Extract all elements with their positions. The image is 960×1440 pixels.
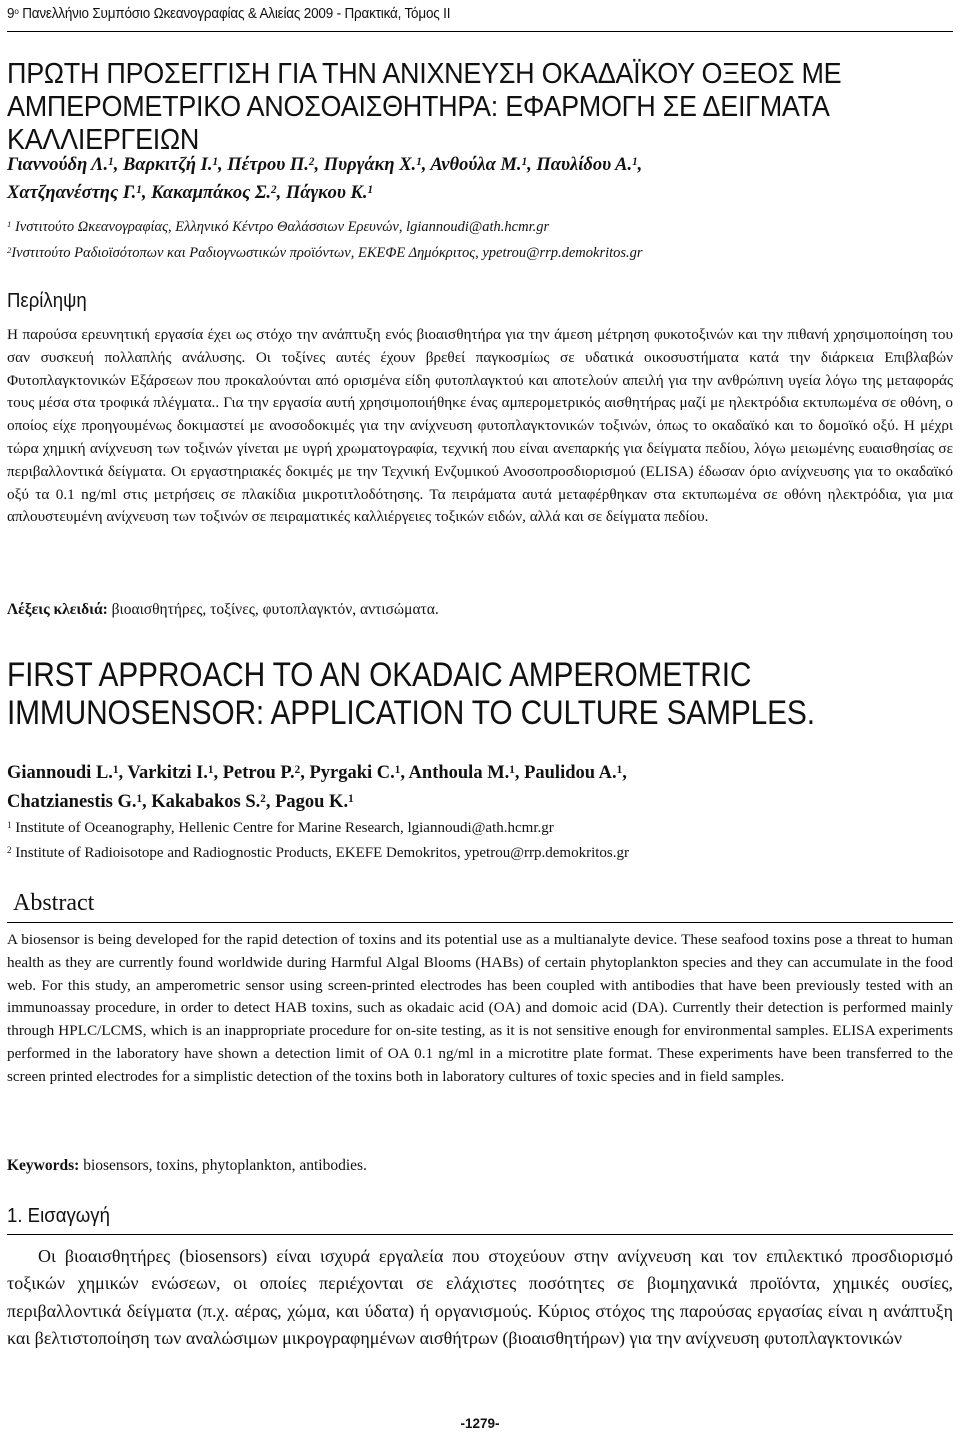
author-affiliation-mark: 1 [108, 156, 114, 169]
author-name: Paulidou A. [524, 763, 617, 783]
intro-text: Οι βιοαισθητήρες (biosensors) είναι ισχυρά εργαλεία που στοχεύουν στην ανίχνευση και τον επιλεκτικό προσδιορισμό τοξικών χημικών ενώσεων, οι οποίες περιέχονται σε ελάχιστες ποσότητες σε βιομηχανικά προϊόντα, χημικές ουσίες, περιβαλλοντικά δείγματα (π.χ. αέρας, χώμα, και ύδατα) ή οργανισμούς. Κύριος στόχος της παρούσας εργασίας είναι η ανάπτυξη και βελτιστοποίηση των αναλώσιμων μικρογραφημένων αισθήτρων (βιοαισθητήρων) για την ανίχνευση φυτοπλαγκτονικών [7, 1246, 953, 1349]
author-affiliation-mark: 2 [260, 793, 266, 806]
author-name: Πέτρου Π. [227, 155, 309, 175]
abstract-rule [7, 922, 953, 923]
author-affiliation-mark: 1 [212, 156, 218, 169]
author-affiliation-mark: 1 [136, 793, 143, 806]
author-name: Πάγκου Κ. [285, 183, 368, 203]
english-keywords [7, 1157, 953, 1175]
greek-affiliation-1 [7, 217, 953, 237]
english-title [7, 656, 896, 732]
author-affiliation-mark: 1 [616, 764, 623, 777]
english-abstract-heading: Abstract [13, 890, 95, 916]
author-affiliation-mark: 1 [632, 156, 638, 169]
greek-affiliation-2 [7, 243, 953, 263]
english-abstract-text: A biosensor is being developed for the rapid detection of toxins and its potential use as a multianalyte device. These seafood toxins pose a threat to human health as they are currently found worldwide during Harmful Algal Blooms (HABs) of certain phytoplankton species and they can accumulate in the food web. For this study, an amperometric sensor using screen-printed electrodes has been coupled with antibodies that have been previously tested with an immunoassay procedure, in order to detect HAB toxins, such as okadaic acid (OA) and domoic acid (DA). Currently their detection is performed mainly through HPLC/LCMS, which is an inappropriate procedure for on-site testing, as it is not sensitive enough for environmental samples. ELISA experiments performed in the laboratory have shown a detection limit of OA 0.1 ng/ml in a microtitre plate format. These experiments have been transferred to the screen printed electrodes for a simplistic detection of the toxins both in laboratory cultures of toxic species and in field samples. [7, 931, 953, 1085]
keywords-text: biosensors, toxins, phytoplankton, antibodies. [79, 1157, 367, 1174]
intro-paragraph [7, 1243, 953, 1353]
author-affiliation-mark: 1 [367, 184, 374, 197]
affiliation-text: Ινστιτούτο Ραδιοϊσότοπων και Ραδιογνωστικών προϊόντων, ΕΚΕΦΕ Δημόκριτος, ypetrou@rrp.demokritos.gr [11, 245, 643, 261]
document-page [7, 0, 953, 1440]
greek-authors [7, 151, 953, 207]
header-rule [7, 31, 953, 32]
greek-title-line: ΑΜΠΕΡΟΜΕΤΡΙΚΟ ΑΝΟΣΟΑΙΣΘΗΤΗΡΑ: ΕΦΑΡΜΟΓΗ ΣΕ ΔΕΙΓΜΑΤΑ ΚΑΛΛΙΕΡΓΕΙΩΝ [7, 91, 829, 156]
affiliation-mark: 2 [7, 245, 12, 256]
english-title-line: IMMUNOSENSOR: APPLICATION TO CULTURE SAMPLES. [7, 694, 815, 732]
author-line: Χατζηανέστης Γ.$^1$, Κακαμπάκος Σ.$^2$, Πάγκου Κ.$^1$ [7, 183, 374, 203]
author-name: Πυργάκη Χ. [323, 155, 417, 175]
author-name: Pagou K. [275, 792, 349, 812]
page-number: -1279- [460, 1416, 500, 1431]
author-affiliation-mark: 1 [394, 764, 401, 777]
author-affiliation-mark: 1 [521, 156, 528, 169]
header-number: 9 [7, 6, 15, 22]
author-name: Παυλίδου Α. [536, 155, 633, 175]
keywords-label: Keywords: [7, 1157, 80, 1174]
header-superscript: ο [14, 6, 19, 17]
author-affiliation-mark: 2 [308, 156, 315, 169]
affiliation-mark: 2 [7, 844, 12, 855]
author-affiliation-mark: 1 [509, 764, 515, 777]
greek-abstract-heading: Περίληψη [7, 290, 87, 312]
affiliation-text: Institute of Oceanography, Hellenic Centre for Marine Research, lgiannoudi@ath.hcmr.gr [11, 820, 554, 836]
author-affiliation-mark: 2 [271, 184, 277, 197]
greek-keywords [7, 601, 953, 619]
author-name: Γιαννούδη Λ. [7, 155, 109, 175]
author-line: Γιαννούδη Λ.$^1$, Βαρκιτζή Ι.$^1$, Πέτρου Π.$^2$, Πυργάκη Χ.$^1$, Ανθούλα Μ.$^1$, Παυλίδου Α.$^1$, [7, 155, 643, 175]
author-name: Χατζηανέστης Γ. [7, 183, 137, 203]
author-affiliation-mark: 1 [348, 793, 354, 806]
running-header [7, 6, 450, 22]
author-name: Ανθούλα Μ. [430, 155, 522, 175]
english-authors [7, 759, 953, 817]
greek-abstract [7, 324, 953, 529]
author-affiliation-mark: 1 [207, 764, 214, 777]
greek-title-line: ΠΡΩΤΗ ΠΡΟΣΕΓΓΙΣΗ ΓΙΑ ΤΗΝ ΑΝΙΧΝΕΥΣΗ ΟΚΑΔΑΪΚΟΥ ΟΞΕΟΣ ΜΕ [7, 58, 842, 90]
author-name: Kakabakos S. [151, 792, 261, 812]
author-affiliation-mark: 1 [136, 184, 142, 197]
author-name: Anthoula M. [408, 763, 510, 783]
greek-abstract-text: Η παρούσα ερευνητική εργασία έχει ως στόχο την ανάπτυξη ενός βιοαισθητήρα για την άμεση μέτρηση φυκοτοξινών και την πιθανή χρησιμοποίηση του σαν συσκευή πολλαπλής ανάλυσης. Οι τοξίνες αυτές έχουν βρεθεί παγκοσμίως σε υδατικά οικοσυστήματα κατά την διάρκεια Επιβλαβών Φυτοπλαγκτονικών Εξάρσεων που προκαλούνται από ορισμένα είδη φυτοπλαγκτού και αποτελούν απειλή για την ανθρώπινη υγεία λόγω της μεταφοράς τους μέσα στα τροφικά πλέγματα.. Για την εργασία αυτή χρησιμοποιήθηκε ένας αμπερομετρικός αισθητήρας μαζί με ηλεκτρόδια εκτυπωμένα σε οθόνη, ο οποίος είχε προηγουμένως δοκιμαστεί με ανοσοδοκιμές για την ανίχνευση φυτοπλαγκτονικών τοξινών, όπως το οκαδαϊκό και το δομοϊκό οξύ. Η μέχρι τώρα χημική ανίχνευση των τοξινών γίνεται με υγρή χρωματογραφία, τεχνική που είναι ανεπαρκής για δείγματα πεδίου, λόγω μειωμένης ευαισθησίας σε περιβαλλοντικά δείγματα. Οι εργαστηριακές δοκιμές με την Τεχνική Ενζυμικού Ανοσοπροσδιορισμού (ELISA) έδωσαν όριο ανίχνευσης για το οκαδαϊκό οξύ τα 0.1 ng/ml στις μετρήσεις σε πλακίδια μικροτιτλοδότησης. Τα πειράματα αυτά μεταφέρθηκαν στα εκτυπωμένα σε οθόνη ηλεκτρόδια, για μια απλουστευμένη ανίχνευση των τοξινών σε πειραματικές καλλιέργειες τοξικών ειδών, αλλά και σε δείγματα πεδίου. [7, 326, 953, 526]
author-line: Chatzianestis G.$^1$, Kakabakos S.$^2$, Pagou K.$^1$ [7, 792, 354, 812]
author-name: Varkitzi I. [127, 763, 208, 783]
english-title-line: FIRST APPROACH TO AN OKADAIC AMPEROMETRIC [7, 656, 752, 694]
affiliation-mark: 1 [7, 819, 12, 830]
greek-title [7, 58, 946, 157]
author-name: Chatzianestis G. [7, 792, 137, 812]
affiliation-text: Ινστιτούτο Ωκεανογραφίας, Ελληνικό Κέντρο Θαλάσσιων Ερευνών, lgiannoudi@ath.hcmr.gr [11, 219, 550, 235]
author-affiliation-mark: 1 [112, 764, 119, 777]
intro-rule [7, 1234, 953, 1235]
author-line: Giannoudi L.$^1$, Varkitzi I.$^1$, Petrou P.$^2$, Pyrgaki C.$^1$, Anthoula M.$^1$, Paulidou A.$^1$, [7, 763, 627, 783]
affiliation-text: Institute of Radioisotope and Radiognostic Products, EKEFE Demokritos, ypetrou@rrp.demokritos.gr [11, 845, 629, 861]
author-name: Κακαμπάκος Σ. [151, 183, 272, 203]
keywords-label: Λέξεις κλειδιά: [7, 601, 108, 618]
author-affiliation-mark: 1 [416, 156, 422, 169]
author-name: Petrou P. [222, 763, 295, 783]
english-abstract [7, 929, 953, 1089]
author-name: Giannoudi L. [7, 763, 113, 783]
author-affiliation-mark: 2 [294, 764, 301, 777]
keywords-text: βιοαισθητήρες, τοξίνες, φυτοπλαγκτόν, αντισώματα. [107, 601, 439, 618]
author-name: Pyrgaki C. [309, 763, 395, 783]
author-name: Βαρκιτζή Ι. [122, 155, 213, 175]
english-affiliation-2 [7, 842, 953, 865]
header-text: Πανελλήνιο Συμπόσιο Ωκεανογραφίας & Αλιείας 2009 - Πρακτικά, Τόμος ΙΙ [18, 6, 451, 22]
affiliation-mark: 1 [7, 219, 12, 230]
intro-heading: 1. Εισαγωγή [7, 1205, 110, 1227]
english-affiliation-1 [7, 817, 953, 840]
